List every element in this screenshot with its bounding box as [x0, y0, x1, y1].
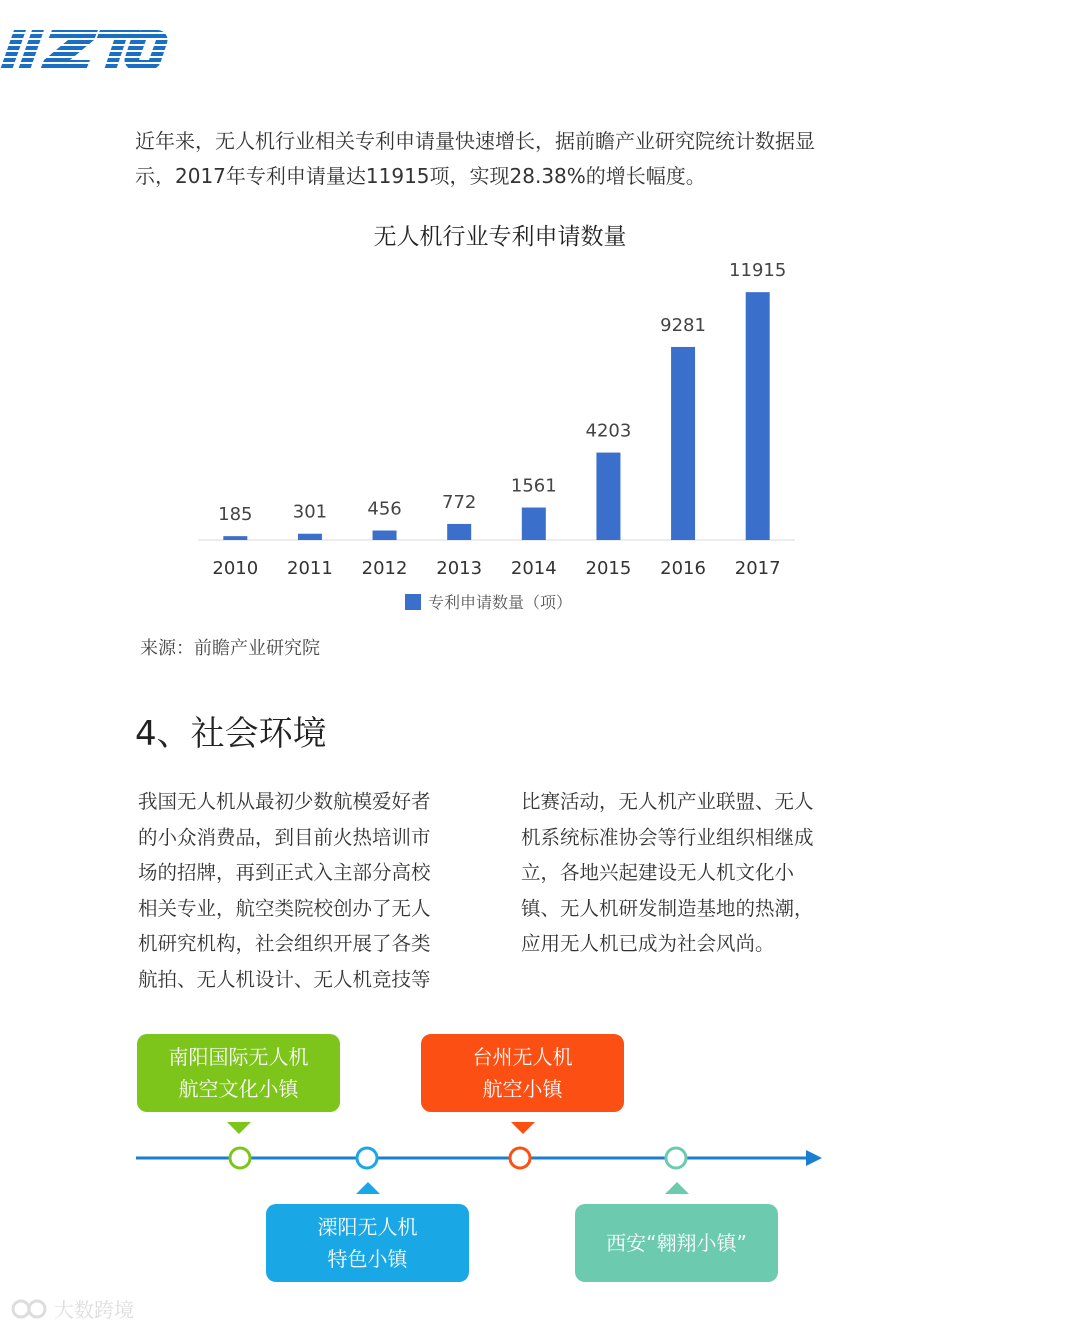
intro-line-1: 近年来，无人机行业相关专利申请量快速增长，据前瞻产业研究院统计数据显 — [135, 129, 815, 153]
bar-2017 — [746, 292, 770, 540]
data-label-2016: 9281 — [660, 314, 706, 336]
para-line: 我国无人机从最初少数航模爱好者 — [138, 790, 431, 813]
timeline-node-green — [230, 1148, 250, 1168]
bar-2010 — [223, 536, 247, 540]
watermark-text: 大数跨境 — [54, 1298, 134, 1322]
x-tick-2014: 2014 — [510, 558, 557, 579]
para-line: 航拍、无人机设计、无人机竞技等 — [138, 967, 431, 991]
timeline-node-teal — [666, 1148, 686, 1168]
legend-swatch — [405, 594, 421, 610]
x-tick-2017: 2017 — [734, 558, 781, 579]
intro-line-2: 示，2017年专利申请量达11915项，实现28.38%的增长幅度。 — [135, 164, 706, 188]
para-line: 相关专业，航空类院校创办了无人 — [138, 896, 431, 920]
timeline-node-blue — [357, 1148, 377, 1168]
bar-2016 — [671, 347, 695, 540]
data-label-2014: 1561 — [510, 475, 557, 497]
x-tick-2010: 2010 — [212, 558, 259, 579]
bar-2013 — [447, 524, 471, 540]
watermark — [10, 1294, 134, 1323]
bar-2015 — [596, 453, 620, 540]
town-line: 溧阳无人机 — [317, 1215, 418, 1239]
para-line: 机研究机构，社会组织开展了各类 — [138, 932, 431, 955]
x-tick-2015: 2015 — [585, 558, 632, 579]
town-line: 航空文化小镇 — [178, 1077, 299, 1101]
data-label-2010: 185 — [218, 504, 253, 526]
para-line: 应用无人机已成为社会风尚。 — [521, 932, 775, 955]
data-label-2011: 301 — [292, 501, 328, 523]
patent-bar-chart — [180, 210, 820, 620]
town-line: 西安“翱翔小镇” — [606, 1231, 747, 1255]
x-tick-2012: 2012 — [361, 558, 408, 579]
timeline-arrow-icon — [806, 1150, 822, 1166]
intro-paragraph — [135, 124, 895, 194]
chart-title: 无人机行业专利申请数量 — [373, 224, 627, 250]
x-tick-2011: 2011 — [287, 558, 333, 579]
para-line: 立，各地兴起建设无人机文化小 — [521, 861, 795, 884]
source-note: 来源：前瞻产业研究院 — [140, 638, 320, 659]
data-label-2017: 11915 — [729, 260, 787, 282]
para-line: 场的招牌，再到正式入主部分高校 — [138, 861, 431, 884]
town-line: 南阳国际无人机 — [168, 1045, 309, 1069]
data-label-2015: 4203 — [585, 420, 632, 442]
drone-towns-timeline — [0, 1020, 1080, 1320]
para-line: 机系统标准协会等行业组织相继成 — [521, 825, 814, 849]
chart-legend — [405, 590, 572, 613]
data-label-2012: 456 — [367, 498, 402, 520]
data-label-2013: 772 — [442, 491, 477, 513]
town-line: 特色小镇 — [327, 1247, 408, 1271]
town-nanyang — [137, 1034, 340, 1112]
bar-2014 — [522, 508, 546, 540]
town-line: 台州无人机 — [472, 1045, 573, 1069]
town-xian — [575, 1204, 778, 1282]
bar-2012 — [373, 531, 397, 540]
x-tick-2016: 2016 — [660, 558, 706, 579]
chart-plot — [180, 210, 820, 590]
watermark-logo-icon — [10, 1298, 50, 1320]
section-title: 4、社会环境 — [135, 714, 327, 754]
x-tick-2013: 2013 — [436, 558, 483, 579]
town-taizhou — [421, 1034, 624, 1112]
para-line: 比赛活动，无人机产业联盟、无人 — [521, 790, 814, 813]
timeline-node-orange — [510, 1148, 530, 1168]
para-line: 的小众消费品，到目前火热培训市 — [138, 825, 431, 849]
town-liyang — [266, 1204, 469, 1282]
para-line: 镇、无人机研发制造基地的热潮， — [521, 896, 814, 920]
zto-logo — [0, 22, 170, 77]
section-paragraph-left — [138, 784, 478, 997]
section-paragraph-right — [521, 784, 861, 962]
bar-2011 — [298, 534, 322, 540]
legend-label: 专利申请数量（项） — [428, 593, 573, 612]
town-line: 航空小镇 — [482, 1077, 563, 1101]
